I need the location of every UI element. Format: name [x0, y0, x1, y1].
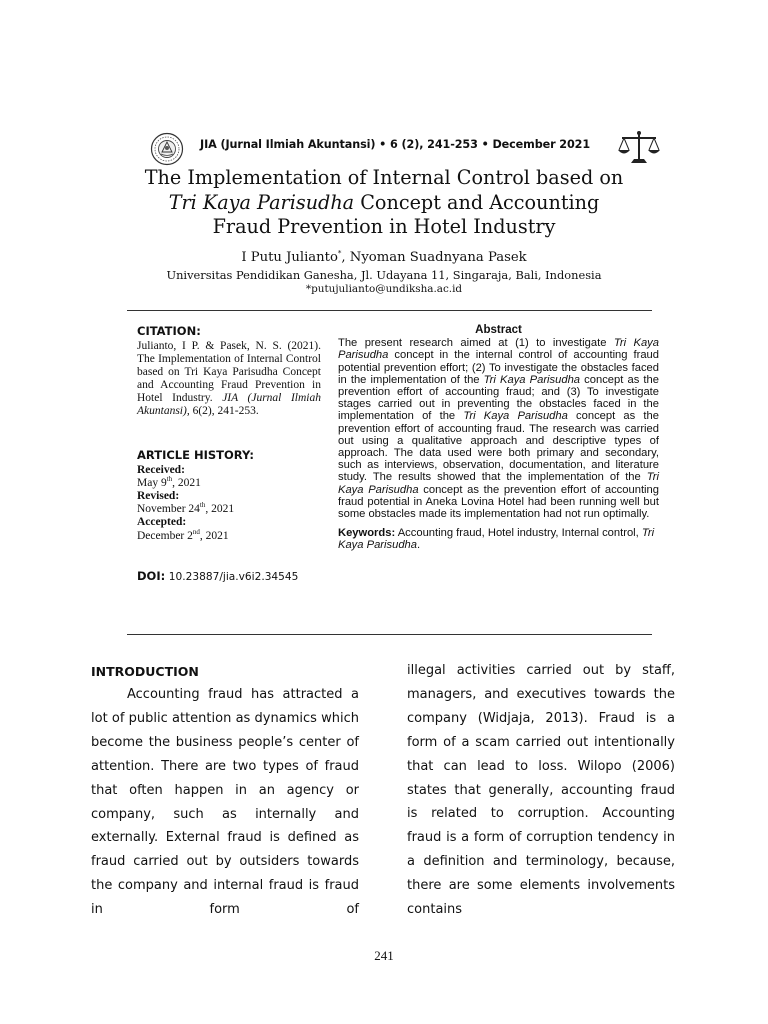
bottom-divider: [127, 634, 652, 635]
doi-label: DOI:: [137, 568, 166, 583]
accepted-label: Accepted:: [137, 516, 187, 529]
intro-column-2: illegal activities carried out by staff, managers, and executives towards the company (Widjaja, 2013). Fraud is a form of a scam carried out intentionally that can lead to loss. Wilopo (2006) states that generally, accounting fraud is related to corruption. Accounting fraud is a form of corruption tendency in a definition and terminology, because, there are some elements involvements contains: [407, 663, 675, 918]
university-seal-icon: [150, 132, 184, 166]
doi: [137, 569, 321, 583]
accepted-date: December 2nd, 2021: [137, 527, 229, 542]
title-line-3: Fraud Prevention in Hotel Industry: [212, 215, 556, 238]
citation-text-part1: Julianto, I P. & Pasek, N. S. (2021). The Implementation of Internal Control based on Tri Kaya Parisudha Concept and Accounting Fraud Prevention in Hotel Industry.: [137, 340, 321, 405]
page-number: 241: [374, 948, 394, 963]
journal-header: [150, 130, 650, 166]
affiliation: Universitas Pendidikan Ganesha, Jl. Udayana 11, Singaraja, Bali, Indonesia: [166, 268, 602, 282]
received-date: May 9th, 2021: [137, 474, 201, 489]
citation-text-part2: 6(2), 241-253.: [189, 405, 259, 418]
author-2: , Nyoman Suadnyana Pasek: [341, 250, 527, 265]
corresponding-email[interactable]: *putujulianto@undiksha.ac.id: [305, 283, 463, 295]
author-1: I Putu Julianto: [241, 250, 338, 265]
article-info-column: [137, 324, 321, 583]
paper-title: [100, 166, 668, 240]
revised-label: Revised:: [137, 489, 180, 502]
author-list: [100, 250, 668, 265]
title-line-2: [100, 191, 668, 216]
citation-heading: CITATION:: [137, 324, 201, 338]
introduction-heading: INTRODUCTION: [91, 664, 199, 679]
title-line-1: The Implementation of Internal Control based on: [144, 166, 624, 189]
citation-journal: JIA (Jurnal Ilmiah Akuntansi),: [137, 392, 321, 418]
doi-link[interactable]: 10.23887/jia.v6i2.34545: [168, 570, 299, 583]
keywords: Keywords: Accounting fraud, Hotel industry, Internal control, Tri Kaya Parisudha.: [338, 527, 655, 552]
abstract: [338, 324, 659, 552]
citation-text: [137, 340, 321, 419]
article-history: [137, 464, 321, 543]
keywords-label: Keywords:: [338, 527, 396, 540]
intro-column-1: [91, 683, 359, 922]
top-divider: [127, 310, 652, 311]
abstract-body: The present research aimed at (1) to investigate Tri Kaya Parisudha concept in the internal control of accounting fraud potential prevention effort; (2) To investigate the obstacles faced in the implementation of the Tri Kaya Parisudha concept as the prevention effort of accounting fraud; and (3) To investigate stages carried out in preventing the obstacles faced in the implementation of the Tri Kaya Parisudha concept as the prevention effort of accounting fraud. The research was carried out using a qualitative approach and descriptive types of approach. The data used were both primary and secondary, such as interviews, observation, documentation, and literature study. The results showed that the implementation of the Tri Kaya Parisudha concept as the prevention effort of accounting fraud potential in Aneka Lovina Hotel had been running well but some obstacles made its implementation had not run optimally.: [338, 337, 659, 521]
journal-citation-line: JIA (Jurnal Ilmiah Akuntansi) • 6 (2), 241-253 • December 2021: [200, 138, 591, 151]
title-italic-term: Tri Kaya Parisudha: [168, 190, 355, 214]
intro-paragraph-1: Accounting fraud has attracted a lot of public attention as dynamics which become the business people’s center of attention. There are two types of fraud that often happen in an agency or company, such as internally and externally. External fraud is defined as fraud carried out by outsiders towards the company and internal fraud is fraud in form of: [91, 687, 359, 918]
article-history-heading: ARTICLE HISTORY:: [137, 447, 254, 462]
scales-of-justice-icon: [616, 130, 662, 166]
received-label: Received:: [137, 463, 185, 476]
corresponding-author-mark: *: [337, 249, 342, 258]
title-line-2-rest: Concept and Accounting: [354, 190, 600, 214]
abstract-heading: Abstract: [475, 324, 522, 336]
revised-date: November 24th, 2021: [137, 501, 235, 516]
